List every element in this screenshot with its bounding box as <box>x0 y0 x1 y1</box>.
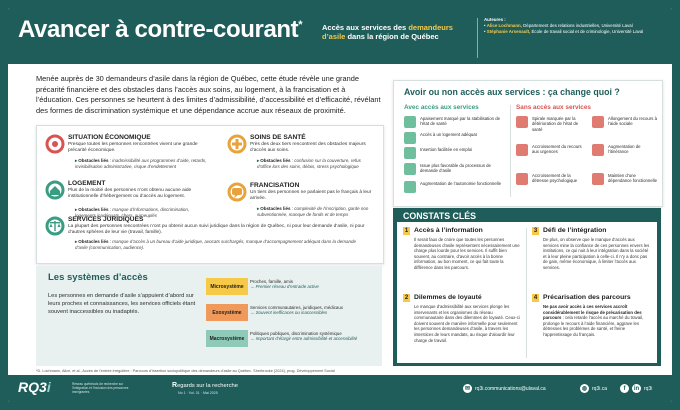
obstacles-panel <box>36 125 384 264</box>
section-obstacles: ▸Obstacles liés : complexité de l’inscription, garde non subventionnée, manque de fonds et de temps <box>257 206 369 217</box>
section-desc: Un tiers des personnes ne parlaient pas le français à leur arrivée. <box>250 190 372 202</box>
legal-icon <box>45 216 65 236</box>
page-title: Avancer à contre-courant* <box>18 16 303 43</box>
mail-icon: ✉ <box>464 386 471 392</box>
finding-number: 1 <box>404 228 409 234</box>
street-icon <box>592 144 604 156</box>
finding-title: Dilemmes de loyauté <box>414 294 482 301</box>
section-desc: Presque toutes les personnes rencontrées vivent une grande précarité économique. <box>68 142 198 154</box>
facebook-icon: f <box>620 384 629 393</box>
key-findings <box>393 208 661 366</box>
social-links[interactable]: f in rq3i <box>620 384 652 393</box>
system-label: Macrosystème <box>206 330 248 347</box>
key-findings-body <box>397 222 657 363</box>
access-systems-desc: Les personnes en demande d’asile s’appuient d’abord sur leurs proches et connaissances, les services officiels étant souvent inaccessibles ou inadaptés. <box>48 293 196 316</box>
finding-title: Précarisation des parcours <box>543 294 631 301</box>
system-text: Proches, famille, amis → Premier réseau d’entraide active <box>250 279 319 290</box>
finding-title: Accès à l’information <box>414 227 483 234</box>
column-divider <box>510 105 511 197</box>
money-icon <box>45 134 65 154</box>
finding-text: De plus, on observe que le manque d’accès aux services mine la confiance de ces personnes envers les institutions, ce qui nuit à leur intégration dans la société et à leur pleine participation à celle-ci. Il n’y a donc pas de gain, même économique, à limiter l’accès aux services. <box>543 237 650 270</box>
access-systems <box>36 266 382 366</box>
section-desc: Plus de la moitié des personnes n’ont obtenu aucune aide institutionnelle d’hébergement ou d’accès au logement. <box>68 188 192 200</box>
system-text: Politiques publiques, discrimination systémique → Important d’élargir entre admissibilité et accessibilité <box>250 331 358 342</box>
organization-name: Réseau québécois de recherche sur l’intégration et l’inclusion des personnes immigrantes <box>72 382 129 395</box>
emergency-icon <box>516 144 528 156</box>
housing-icon <box>45 180 65 200</box>
header-divider <box>477 18 478 58</box>
globe-icon: ◍ <box>581 386 588 392</box>
finding-text: Ne pas avoir accès à ces services accroît considérablement le risque de précarisation des parcours : cela retarde l’accès au marché du travail, prolonge le recours à l’aide financière, aggrave les détresses les problèmes de santé, et freine l’apprentissage du français. <box>543 304 644 337</box>
header <box>8 8 672 64</box>
system-row <box>206 304 374 321</box>
system-label: Microsystème <box>206 278 248 295</box>
findings-divider <box>526 228 527 358</box>
footer <box>8 375 672 402</box>
section-title: SOINS DE SANTÉ <box>250 134 306 141</box>
system-row <box>206 278 374 295</box>
access-comparison-title: Avoir ou non accès aux services : ça change quoi ? <box>404 87 620 97</box>
finding-text: Le manque d’admissibilité aux services plonge les intervenants et les organismes du réseau communautaire dans des dilemmes de loyauté. Ceux-ci doivent souvent de manière informelle pour seulement les personnes demandeuses d’asile, à travers les interstices de leurs mandats, au risque d’alourdir leur charge de travail. <box>414 304 520 343</box>
language-icon <box>227 182 247 202</box>
website-link[interactable]: ◍ rq3i.ca <box>581 385 608 392</box>
job-icon <box>404 147 416 159</box>
finding-text: Il serait faux de croire que toutes les personnes demandeuses d’asile représentent nécessairement une charge plus lourde pour les services. Il suffit bien souvent, au contraire, d’avoir accès à la bonne information, au bon moment, ce qui fait toute la différence dans les parcours. <box>414 237 520 270</box>
section-desc: La plupart des personnes rencontrées n’ont pu obtenir aucun suivi juridique dans la région de Québec, ni pour leur demande d’asile, ni pour d’autres sphères de leur vie (travail, famille). <box>68 224 365 236</box>
email-link[interactable]: ✉ rq3i.communications@ulaval.ca <box>464 385 546 392</box>
section-obstacles: ▸Obstacles liés : manque d’informations, discrimination, logements inadéquats, chers, surpeuplés <box>75 207 190 218</box>
house-icon <box>404 132 416 144</box>
finding-number: 4 <box>533 295 538 301</box>
clock-icon <box>592 116 604 128</box>
spiral-icon <box>516 116 528 128</box>
autonomy-icon <box>404 181 416 193</box>
access-systems-title: Les systèmes d’accès <box>48 272 148 283</box>
system-text: Services communautaires, juridiques, médicaux → Souvent inefficaces ou inaccessibles <box>250 305 343 316</box>
issue-info: No 1 · Vol. 01 · Mai 2025 <box>178 391 218 395</box>
section-obstacles: ▸Obstacles liés : manque d’accès à un bureau d’aide juridique, avocats surchargés, manque d’accompagnement adéquat dans la demande d’asile (communication, audience). <box>75 239 356 250</box>
poster <box>8 8 672 402</box>
finding-number: 2 <box>404 295 409 301</box>
system-label: Exosystème <box>206 304 248 321</box>
without-access-heading: Sans accès aux services <box>516 104 591 111</box>
author: • Stéphanie Arsenault, École de travail social et de criminologie, Université Laval <box>484 29 644 34</box>
section-title: FRANCISATION <box>250 182 300 189</box>
key-findings-title: CONSTATS CLÉS <box>403 211 476 221</box>
section-title: SITUATION ÉCONOMIQUE <box>68 134 151 141</box>
intro-paragraph: Menée auprès de 30 demandeurs d’asile dans la région de Québec, cette étude révèle une grande précarité financière et des obstacles dans l’accès aux soins, au logement, à la francisation et à l’éducation. Ces personnes se heurtent à des limites d’admissibilité, d’accessibilité et d’efficacité, révélant des formes de discrimination systémique et une dépendance accrue aux réseaux de proximité. <box>36 74 381 115</box>
access-comparison: Avoir ou non accès aux services : ça change quoi ? Avec accès aux services Sans accès aux services Apaisement marqué par la stabilisation de l’état de santé Accès à un logement adéquat Insertion facilitée en emploi Issue plus favorable du processus de demande d’asile Augmentation de l’autonomie fonctionnelle Spirale marquée par la détérioration de l’état de santé Allongement du recours à l’aide sociale Accroissement du recours aux urgences Augmentation de l’itinérance Accroissement de la détresse psychologique Maintien d’une dépendance fonctionnelle <box>393 80 663 207</box>
authors: Auteures : • Alice Lochmann, Département des relations industrielles, Université Laval • Stéphanie Arsenault, École de travail social et de criminologie, Université Laval <box>484 17 666 35</box>
dependence-icon <box>592 173 604 185</box>
author: • Alice Lochmann, Département des relations industrielles, Université Laval <box>484 23 633 28</box>
system-row <box>206 330 374 347</box>
rq3i-logo: RQ3i <box>18 379 51 395</box>
distress-icon <box>516 173 528 185</box>
page-subtitle: Accès aux services des demandeurs d’asile dans la région de Québec <box>322 23 453 41</box>
section-title: SERVICES JURIDIQUES <box>68 216 144 223</box>
section-title: LOGEMENT <box>68 180 106 187</box>
section-obstacles: ▸Obstacles liés : inadmissibilité aux programmes d’aide, retards, invisibilisation administrative, risque d’endettement <box>75 158 207 169</box>
footnote: *D. Lochmann, Alice, et al., Accès de l’entrée irrégulière : Parcours d’insertion sociopolitique des demandeurs d’asile au Québec. Sherbrooke (2024), prog. Développement Social <box>36 369 335 373</box>
finding-number: 3 <box>533 228 538 234</box>
section-obstacles: ▸Obstacles liés : confusion sur la couverture, refus d’office lors des soins, délais, stress psychologique <box>257 158 361 169</box>
with-access-heading: Avec accès aux services <box>404 104 479 111</box>
health-icon <box>227 134 247 154</box>
document-icon <box>404 163 416 175</box>
linkedin-icon: in <box>633 385 640 392</box>
calm-icon <box>404 116 416 128</box>
finding-title: Défi de l’intégration <box>543 227 607 234</box>
section-desc: Près des deux tiers rencontrent des obstacles majeurs d’accès aux soins. <box>250 142 366 154</box>
series-name: Regards sur la recherche <box>172 382 238 389</box>
